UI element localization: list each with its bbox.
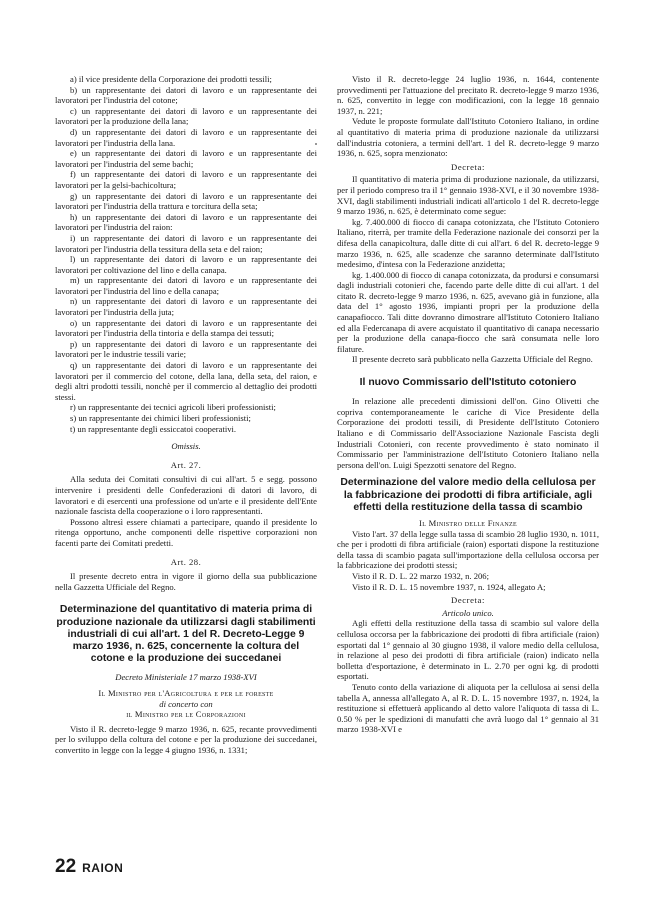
minister-corporations: il Ministro per le Corporazioni — [126, 709, 246, 720]
right-paragraph-4: kg. 7.400.000 di fiocco di canapa cotonizzata, che l'Istituto Cotoniero Italiano, riterrà, per tramite della Federazione nazionale dei consorzi per la difesa della canapicoltura, dalle ditte di cui all'art. 6 del R. decreto-legge 9 marzo 1936, n. 625, alle scadenze che saranno determinate dall'Istituto medesimo, d'intesa con la Federazione anzidetta; — [337, 216, 599, 270]
list-item: g) un rappresentante dei datori di lavoro e un rappresentante dei lavoratori per l'industria della trattura e torcitura della seta; — [55, 190, 317, 212]
list-item: h) un rappresentante dei datori di lavoro e un rappresentante dei lavoratori per l'industria del raion: — [55, 211, 317, 233]
section-heading-cellulose-value: Determinazione del valore medio della cellulosa per la fabbricazione dei prodotti di fibra artificiale, agli effetti della restituzione della tassa di scambio — [340, 477, 596, 513]
list-item: i) un rappresentante dei datori di lavoro e un rappresentante dei lavoratori per l'industria della tessitura della seta e del raion; — [55, 232, 317, 254]
right-paragraph-3: Il quantitativo di materia prima di produzione nazionale, da utilizzarsi, per il periodo compreso tra il 1° gennaio 1938-XVI, e il 30 novembre 1938-XVI, dagli stabilimenti industriali indicati all'articolo 1 del R. decreto-legge 9 marzo 1936, n. 625, è determinato come segue: — [337, 174, 599, 217]
right-column — [337, 74, 599, 735]
section-heading-cotton-decree: Determinazione del quantitativo di materia prima di produzione nazionale da utilizzarsi dagli stabilimenti industriali di cui all'art. 1 del R. Decreto-Legge 9 marzo 1936, n. 625, concernente la coltura del cotone e la produzione dei succedanei — [56, 604, 316, 665]
list-item: p) un rappresentante dei datori di lavoro e un rappresentante dei lavoratori per le industrie tessili varie; — [55, 338, 317, 360]
decree-date: Decreto Ministeriale 17 marzo 1938-XVI — [115, 672, 257, 683]
article-27-heading: Art. 27. — [170, 459, 202, 470]
list-item: b) un rappresentante dei datori di lavoro e un rappresentante dei lavoratori per l'industria del cotone; — [55, 84, 317, 106]
decreta-heading: Decreta: — [451, 161, 485, 172]
decreta-heading-2: Decreta: — [451, 595, 485, 606]
article-28-paragraph: Il presente decreto entra in vigore il giorno della sua pubblicazione nella Gazzetta Ufficiale del Regno. — [55, 571, 317, 592]
list-item: m) un rappresentante dei datori di lavoro e un rappresentante dei lavoratori per l'industria del lino e della canapa; — [55, 275, 317, 296]
article-27-paragraph-1: Alla seduta dei Comitati consultivi di cui all'art. 5 e segg. possono intervenire i presidenti delle Confederazioni di datori di lavoro, di lavoratori e di esercenti una professione od un'arte e il presidente dell'Ente nazionale fascista della cooperazione o i loro rappresentanti. — [55, 474, 317, 517]
whereas-paragraph: Visto il R. decreto-legge 9 marzo 1936, n. 625, recante provvedimenti per lo sviluppo della coltura del cotone e per la produzione dei succedanei, convertito in legge con la legge 4 giugno 1936, n. 1331; — [55, 723, 317, 755]
right-paragraph-7: In relazione alle precedenti dimissioni dell'on. Gino Olivetti che copriva contemporaneamente le cariche di Vice Presidente della Corporazione dei prodotti tessili, di Presidente dell'Istituto Cotoniero Italiano e di Commissario dell'Associazione Nazionale Fascista degli Industriali Cotonieri, con recente provvedimento è stato nominato il Commissario per l'amministrazione dell'Istituto Cotoniero Italiano nella persona dell'on. Luigi Spezzotti senatore del Regno. — [337, 396, 599, 470]
article-27-paragraph-2: Possono altresì essere chiamati a partecipare, quando il presidente lo ritenga opportuno, anche componenti delle rispettive corporazioni non facenti parte dei Comitati predetti. — [55, 516, 317, 548]
list-item: l) un rappresentante dei datori di lavoro e un rappresentante dei lavoratori per coltivazione del lino e della canapa. — [55, 254, 317, 275]
print-speck — [315, 143, 317, 145]
right-paragraph-1: Visto il R. decreto-legge 24 luglio 1936, n. 1644, contenente provvedimenti per l'attuazione del precitato R. decreto-legge 9 marzo 1936, n. 625, convertito in legge con modificazioni, con la legge 18 gennaio 1937, n. 221; — [337, 74, 599, 116]
right-paragraph-12: Tenuto conto della variazione di aliquota per la cellulosa ai sensi della tabella A, annessa all'allegato A, al R. D. L. 15 novembre 1937, n. 1924, la restituzione si effettuerà applicando al detto valore l'aliquota di tassa di L. 0.50 % per le spedizioni di manufatti che avrà luogo dal 1° gennaio al 31 marzo 1938-XVI e — [337, 681, 599, 735]
right-paragraph-10: Visto il R. D. L. 15 novembre 1937, n. 1924, allegato A; — [352, 581, 546, 592]
page-footer — [55, 856, 123, 878]
right-paragraph-5: kg. 1.400.000 di fiocco di canapa cotonizzata, da prodursi e consumarsi dagli industriali cotonieri che, facendo parte delle ditte di cui all'art. 1 del citato R. decreto-legge 9 marzo 1936, n. 625, avevano già in funzione, alla data del 1° agosto 1936, impianti propri per la produzione della canapafiocco. Tali ditte dovranno dimostrare all'Istituto Cotoniero Italiano ed alla Federcanapa di avere acquistato il quantitativo di canapa necessario per la produzione della canapa-fiocco che sarà consumata nelle loro filature. — [337, 269, 599, 354]
minister-finance: Il Ministro delle Finanze — [419, 518, 517, 528]
list-item: s) un rappresentante dei chimici liberi professionisti; — [70, 413, 251, 423]
list-item: a) il vice presidente della Corporazione dei prodotti tessili; — [70, 74, 272, 84]
right-paragraph-2: Vedute le proposte formulate dall'Istituto Cotoniero Italiano, in ordine al quantitativo di materia prima di produzione nazionale da utilizzarsi dall'industria cotoniera, a termini dell'art. 1 del R. decreto-legge 9 marzo 1936, n. 625, sopra menzionato: — [337, 116, 599, 159]
page-number: 22 — [55, 856, 77, 877]
in-concert-with: di concerto con — [159, 698, 213, 709]
list-item: t) un rappresentante degli essiccatoi cooperativi. — [70, 423, 237, 434]
left-column — [55, 74, 317, 755]
minister-agriculture: Il Ministro per l'Agricoltura e per le foreste — [98, 687, 274, 698]
right-paragraph-6: Il presente decreto sarà pubblicato nella Gazzetta Ufficiale del Regno. — [352, 354, 593, 365]
right-paragraph-9: Visto il R. D. L. 22 marzo 1932, n. 206; — [352, 570, 489, 581]
list-item: o) un rappresentante dei datori di lavoro e un rappresentante dei lavoratori per l'industria della tintoria e della stampa dei tessuti; — [55, 317, 317, 339]
list-item: r) un rappresentante dei tecnici agricoli liberi professionisti; — [70, 402, 276, 413]
magazine-name: RAION — [82, 861, 124, 875]
list-item: e) un rappresentante dei datori di lavoro e un rappresentante dei lavoratori per l'industria del seme bachi; — [55, 148, 317, 169]
section-heading-new-commissioner: Il nuovo Commissario dell'Istituto cotoniero — [359, 377, 577, 389]
list-item: q) un rappresentante dei datori di lavoro e un rappresentante dei lavoratori per il commercio del cotone, della lana, della seta, del raion, e degli altri prodotti tessili, nonchè per il commercio al dettaglio dei prodotti stessi. — [55, 360, 317, 402]
list-item: c) un rappresentante dei datori di lavoro e un rappresentante dei lavoratori per la produzione della lana; — [55, 105, 317, 127]
right-paragraph-11: Agli effetti della restituzione della tassa di scambio sul valore della cellulosa occorsa per la fabbricazione dei prodotti di fibra artificiale (raion) esportati dal 1° gennaio al 30 giugno 1938, il valore medio della cellulosa, in relazione al peso dei prodotti di fibra artificiale (raion) indicato nella bolletta d'esportazione, è determinato in L. 2.70 per ogni kg. di prodotti esportati. — [337, 618, 599, 682]
committee-member-list — [55, 74, 317, 434]
right-paragraph-8: Visto l'art. 37 della legge sulla tassa di scambio 28 luglio 1930, n. 1011, che per i prodotti di fibra artificiale (raion) esportati dispone la restituzione della tassa di scambio pagata sull'importazione della cellulosa occorsa per la fabbricazione dei prodotti stessi; — [337, 528, 599, 571]
list-item: f) un rappresentante dei datori di lavoro e un rappresentante dei lavoratori per la gelsi-bachicoltura; — [55, 169, 317, 190]
single-article-heading: Articolo unico. — [442, 607, 494, 618]
list-item: n) un rappresentante dei datori di lavoro e un rappresentante dei lavoratori per l'industria della juta; — [55, 296, 317, 318]
article-28-heading: Art. 28. — [170, 556, 202, 567]
omissis: Omissis. — [171, 441, 201, 452]
list-item: d) un rappresentante dei datori di lavoro e un rappresentante dei lavoratori per l'industria della lana. — [55, 126, 317, 148]
